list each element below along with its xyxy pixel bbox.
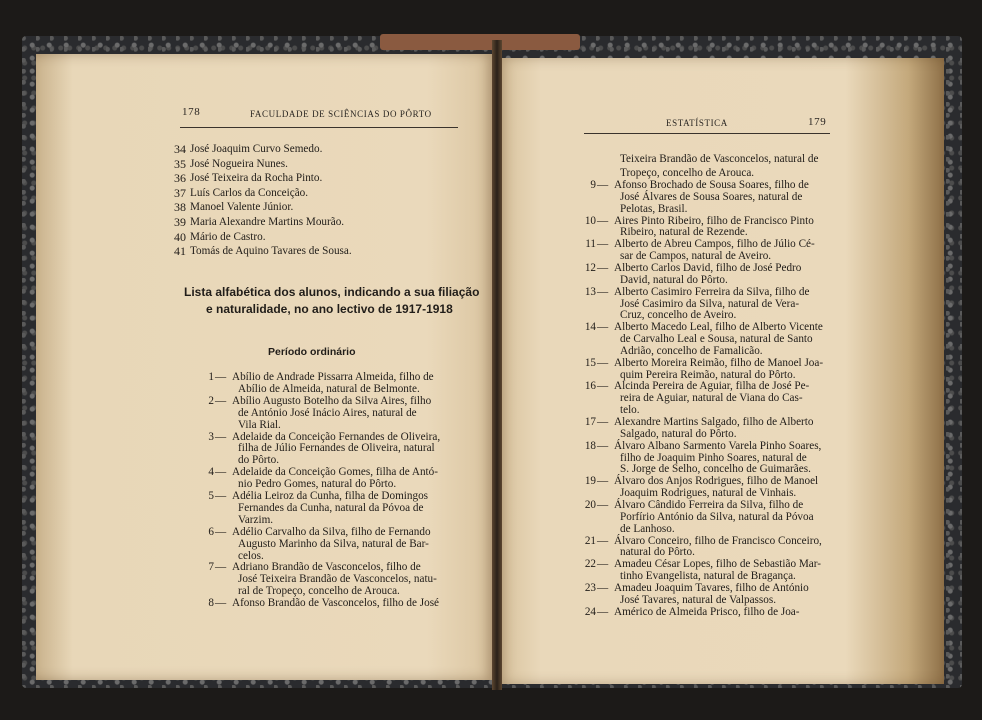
entry-line: sar de Campos, natural de Aveiro. <box>620 250 772 263</box>
entry-line: José Casimiro da Silva, natural de Vera- <box>620 297 800 310</box>
entry-line: filho de Joaquim Pinho Soares, natural de <box>620 451 807 464</box>
entry-number: 12 <box>584 261 596 274</box>
entry-line: Adelaide da Conceição Fernandes de Oliveira, <box>232 430 441 443</box>
entry-number: 18 <box>584 439 596 452</box>
continuation-line-1: Teixeira Brandão de Vasconcelos, natural de <box>620 153 819 165</box>
entry-line: Alberto Carlos David, filho de José Pedro <box>614 261 802 274</box>
entry-line: de Carvalho Leal e Sousa, natural de Santo <box>620 333 813 346</box>
entry-line: reira de Aguiar, natural de Viana do Cas- <box>620 392 803 405</box>
entry-dash: — <box>597 558 609 571</box>
entry-line: Vila Rial. <box>238 418 281 431</box>
entry-number: 20 <box>584 498 596 511</box>
entry-dash: — <box>215 371 227 383</box>
item-name: José Nogueira Nunes. <box>190 157 288 170</box>
item-number: 40 <box>174 229 186 244</box>
entry-line: Ribeiro, natural de Rezende. <box>620 226 748 239</box>
left-running-head: FACULDADE DE SCIÊNCIAS DO PÔRTO <box>250 109 432 119</box>
entry-line: de António José Inácio Aires, natural de <box>238 406 417 419</box>
entry-line: natural do Pôrto. <box>620 546 695 559</box>
entry-line: Abílio Augusto Botelho da Silva Aires, filho <box>232 394 432 407</box>
item-name: Luís Carlos da Conceição. <box>190 186 309 199</box>
entry-line: Adelaide da Conceição Gomes, filha de Antó- <box>232 466 438 479</box>
entry-number: 8 <box>208 597 214 610</box>
entry-line: Porfírio António da Silva, natural da Póvoa <box>620 510 814 523</box>
item-number: 38 <box>174 200 186 215</box>
entry-number: 14 <box>584 321 596 334</box>
entry-line: Adriano Brandão de Vasconcelos, filho de <box>232 561 421 574</box>
book-gutter <box>492 40 502 690</box>
entry-dash: — <box>597 534 609 547</box>
list-heading-line-2: e naturalidade, no ano lectivo de 1917-1918 <box>206 302 453 316</box>
entry-line: Álvaro dos Anjos Rodrigues, filho de Manoel <box>614 475 819 488</box>
item-name: Tomás de Aquino Tavares de Sousa. <box>190 245 352 258</box>
entry-line: Amadeu Joaquim Tavares, filho de António <box>614 581 809 594</box>
left-page-number: 178 <box>182 106 201 118</box>
entry-number: 2 <box>208 394 214 407</box>
entry-line: Alberto Macedo Leal, filho de Alberto Vicente <box>614 321 823 334</box>
entry-line: Varzim. <box>238 513 274 526</box>
item-name: José Teixeira da Rocha Pinto. <box>190 172 323 185</box>
item-number: 35 <box>174 156 186 171</box>
entry-line: José Teixeira Brandão de Vasconcelos, natu- <box>238 573 437 586</box>
entry-number: 17 <box>584 416 596 428</box>
entry-line: Alberto Casimiro Ferreira da Silva, filho de <box>614 285 810 298</box>
entry-dash: — <box>597 179 609 191</box>
entry-number: 9 <box>590 179 596 191</box>
left-header-rule <box>180 127 458 128</box>
entry-number: 4 <box>208 466 214 479</box>
entry-line: tinho Evangelista, natural de Bragança. <box>620 570 796 583</box>
entry-dash: — <box>597 356 609 369</box>
item-number: 39 <box>174 214 186 229</box>
entry-line: quim Pereira Reimão, natural do Pôrto. <box>620 368 796 381</box>
entry-dash: — <box>215 525 227 538</box>
entry-number: 5 <box>208 490 214 502</box>
entry-line: Afonso Brochado de Sousa Soares, filho de <box>614 179 809 191</box>
entry-number: 3 <box>208 430 214 443</box>
entry-dash: — <box>215 394 227 407</box>
right-running-head: ESTATÍSTICA <box>666 118 728 128</box>
name-list-item <box>174 171 352 186</box>
entry-dash: — <box>597 261 609 274</box>
entry-line: Fernandes da Cunha, natural da Póvoa de <box>238 501 424 514</box>
entry-dash: — <box>597 321 609 334</box>
entry-dash: — <box>215 561 227 574</box>
entry-line: Adélio Carvalho da Silva, filho de Fernando <box>232 525 431 538</box>
book-spine <box>380 34 580 50</box>
entry-dash: — <box>597 238 609 251</box>
entry-dash: — <box>597 581 609 594</box>
entry-line: de Lanhoso. <box>620 522 675 535</box>
entry-line: celos. <box>238 549 264 562</box>
entry-dash: — <box>597 416 609 428</box>
entry-line: Abílio de Almeida, natural de Belmonte. <box>238 382 420 395</box>
item-number: 41 <box>174 244 186 259</box>
name-list-item <box>174 215 352 230</box>
entry-line: José Tavares, natural de Valpassos. <box>620 593 777 606</box>
entry-dash: — <box>597 214 609 227</box>
entry-line: José Álvares de Sousa Soares, natural de <box>620 190 803 203</box>
entry-line: Augusto Marinho da Silva, natural de Bar- <box>238 537 429 550</box>
entry-dash: — <box>215 466 227 479</box>
entry-dash: — <box>215 597 227 610</box>
entry-dash: — <box>597 439 609 452</box>
entry-line: Álvaro Conceiro, filho de Francisco Conceiro, <box>614 534 822 547</box>
right-header-rule <box>584 133 830 134</box>
entry-dash: — <box>597 605 609 618</box>
item-name: Manoel Valente Júnior. <box>190 201 294 214</box>
name-list-item <box>174 230 352 245</box>
entry-dash: — <box>215 430 227 443</box>
entry-line: Afonso Brandão de Vasconcelos, filho de José <box>232 597 440 610</box>
entry-number: 10 <box>584 214 596 227</box>
entry-line: filha de Júlio Fernandes de Oliveira, natural <box>238 442 435 455</box>
entry-number: 1 <box>208 371 214 383</box>
entry-line: telo. <box>620 404 640 417</box>
entry-dash: — <box>597 285 609 298</box>
entry-number: 16 <box>584 380 596 393</box>
entry-number: 11 <box>585 238 596 251</box>
entry-line: Alexandre Martins Salgado, filho de Alberto <box>614 416 814 428</box>
entry-number: 6 <box>208 525 214 538</box>
entry-dash: — <box>597 498 609 511</box>
continuation-line-2: Tropeço, concelho de Arouca. <box>620 167 755 179</box>
item-number: 37 <box>174 185 186 200</box>
entry-dash: — <box>215 490 227 502</box>
entry-line: Alcinda Pereira de Aguiar, filha de José Pe- <box>614 380 810 393</box>
entry-line: Salgado, natural do Pôrto. <box>620 427 737 440</box>
entry-line: S. Jorge de Selho, concelho de Guimarães. <box>620 463 811 476</box>
name-list-item <box>174 157 352 172</box>
entry-line: Abílio de Andrade Pissarra Almeida, filho de <box>232 371 434 383</box>
entry-line: Álvaro Albano Sarmento Varela Pinho Soares, <box>614 439 822 452</box>
entry-line: Joaquim Rodrigues, natural de Vinhais. <box>620 487 797 500</box>
list-heading-line-1: Lista alfabética dos alunos, indicando a sua filiação <box>184 285 480 299</box>
entry-line: Amadeu César Lopes, filho de Sebastião Mar- <box>614 558 821 571</box>
entry-line: David, natural do Pôrto. <box>620 273 728 286</box>
entry-line: Américo de Almeida Prisco, filho de Joa- <box>614 605 800 618</box>
entry-number: 24 <box>584 605 596 618</box>
name-list-item <box>174 142 352 157</box>
entry-line: Alberto de Abreu Campos, filho de Júlio Cé- <box>614 238 815 251</box>
entry-line: Pelotas, Brasil. <box>620 202 688 215</box>
name-list-item <box>174 186 352 201</box>
entry-dash: — <box>597 475 609 488</box>
numbered-name-list <box>174 142 352 259</box>
item-number: 36 <box>174 171 186 186</box>
entry-line: do Pôrto. <box>238 454 280 467</box>
entry-line: Adrião, concelho de Famalicão. <box>620 344 763 357</box>
entry-number: 23 <box>584 581 596 594</box>
entry-number: 13 <box>584 285 596 298</box>
item-name: Maria Alexandre Martins Mourão. <box>190 215 345 228</box>
item-name: José Joaquim Curvo Semedo. <box>190 143 323 155</box>
name-list-item <box>174 244 352 259</box>
entry-line: Álvaro Cândido Ferreira da Silva, filho de <box>614 498 804 511</box>
entry-dash: — <box>597 380 609 393</box>
section-subheading: Período ordinário <box>268 346 356 358</box>
right-page-number: 179 <box>808 116 827 128</box>
entry-number: 15 <box>584 356 596 369</box>
entry-line: Aires Pinto Ribeiro, filho de Francisco Pinto <box>614 214 814 227</box>
item-number: 34 <box>174 142 186 156</box>
entry-number: 22 <box>584 558 596 571</box>
entry-number: 7 <box>208 561 214 574</box>
entry-line: Alberto Moreira Reimão, filho de Manoel Joa- <box>614 356 824 369</box>
entry-line: Cruz, concelho de Aveiro. <box>620 309 737 322</box>
entry-number: 21 <box>584 534 596 547</box>
name-list-item <box>174 200 352 215</box>
entry-line: nio Pedro Gomes, natural do Pôrto. <box>238 478 397 491</box>
item-name: Mário de Castro. <box>190 230 266 243</box>
entry-line: Adélia Leiroz da Cunha, filha de Domingos <box>232 490 429 502</box>
entry-line: ral de Tropeço, concelho de Arouca. <box>238 585 400 598</box>
entry-number: 19 <box>584 475 596 488</box>
